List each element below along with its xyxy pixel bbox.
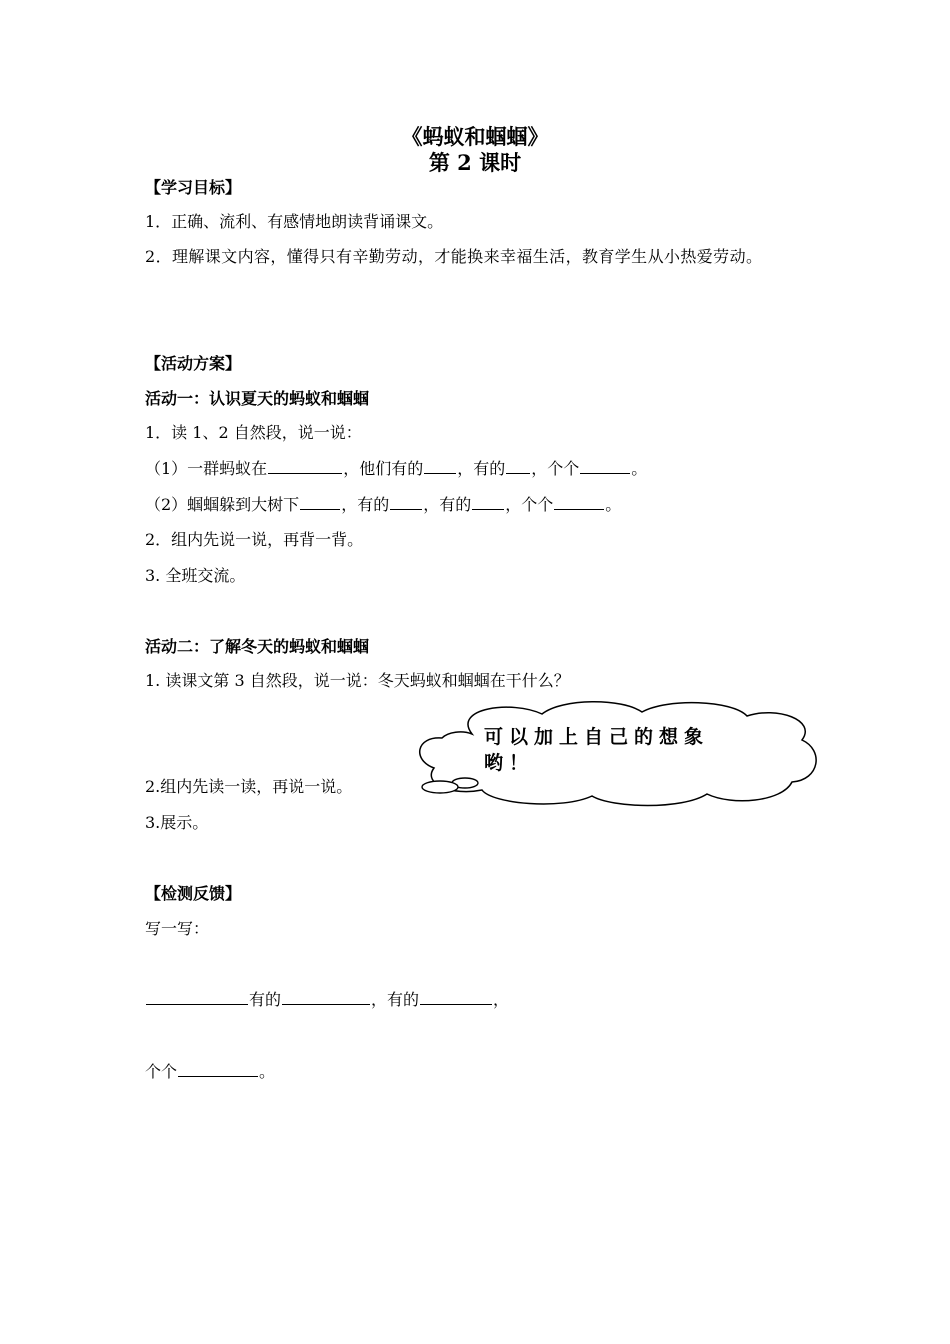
objective-item-1: 1．正确、流利、有感情地朗读背诵课文。	[145, 212, 444, 231]
answer-blank[interactable]	[472, 493, 504, 510]
question-text: ，有的	[341, 495, 390, 514]
activity1-step3: 3. 全班交流。	[145, 566, 246, 585]
feedback-heading: 【检测反馈】	[145, 884, 242, 903]
question-text: ，他们有的	[343, 459, 424, 478]
question-text: ，个个	[505, 495, 554, 514]
question-text: 。	[631, 459, 648, 478]
feedback-text: ，有的	[371, 990, 420, 1009]
activity1-step1: 1．读 1、2 自然段，说一说：	[145, 423, 362, 442]
activity1-heading: 活动一：认识夏天的蚂蚁和蝈蝈	[145, 389, 370, 408]
activity2-step1: 1. 读课文第 3 自然段，说一说：冬天蚂蚁和蝈蝈在干什么？	[145, 671, 570, 690]
question-text: （2）蝈蝈躲到大树下	[145, 495, 300, 514]
lesson-subtitle: 第 2 课时	[428, 150, 522, 175]
answer-blank[interactable]	[554, 493, 604, 510]
answer-blank[interactable]	[420, 988, 492, 1005]
activity1-question-2	[145, 493, 621, 516]
question-text: 。	[605, 495, 622, 514]
feedback-text: ，	[493, 990, 510, 1009]
objective-item-2: 2．理解课文内容，懂得只有辛勤劳动，才能换来幸福生活，教育学生从小热爱劳动。	[145, 247, 763, 266]
feedback-text: 。	[259, 1062, 276, 1081]
answer-blank[interactable]	[300, 493, 340, 510]
question-text: ，个个	[531, 459, 580, 478]
objectives-heading: 【学习目标】	[145, 178, 242, 197]
feedback-line-1	[145, 988, 509, 1011]
feedback-line-2	[145, 1060, 275, 1083]
cloud-hint-text: 可以加上自己的想象哟！	[484, 726, 710, 774]
lesson-title: 《蚂蚁和蝈蝈》	[401, 124, 549, 149]
feedback-prompt: 写一写：	[145, 919, 210, 938]
answer-blank[interactable]	[282, 988, 370, 1005]
question-text: （1）一群蚂蚁在	[145, 459, 268, 478]
answer-blank[interactable]	[178, 1060, 258, 1077]
answer-blank[interactable]	[506, 457, 530, 474]
feedback-text: 个个	[145, 1062, 178, 1081]
activity2-step3: 3.展示。	[145, 813, 209, 832]
feedback-text: 有的	[249, 990, 282, 1009]
answer-blank[interactable]	[390, 493, 422, 510]
question-text: ，有的	[423, 495, 472, 514]
activity1-question-1	[145, 457, 647, 480]
activities-heading: 【活动方案】	[145, 354, 242, 373]
activity2-step2: 2.组内先读一读，再说一说。	[145, 777, 353, 796]
answer-blank[interactable]	[146, 988, 248, 1005]
activity2-heading: 活动二：了解冬天的蚂蚁和蝈蝈	[145, 637, 370, 656]
answer-blank[interactable]	[580, 457, 630, 474]
activity1-step2: 2．组内先说一说，再背一背。	[145, 530, 364, 549]
answer-blank[interactable]	[424, 457, 456, 474]
answer-blank[interactable]	[268, 457, 342, 474]
question-text: ，有的	[457, 459, 506, 478]
